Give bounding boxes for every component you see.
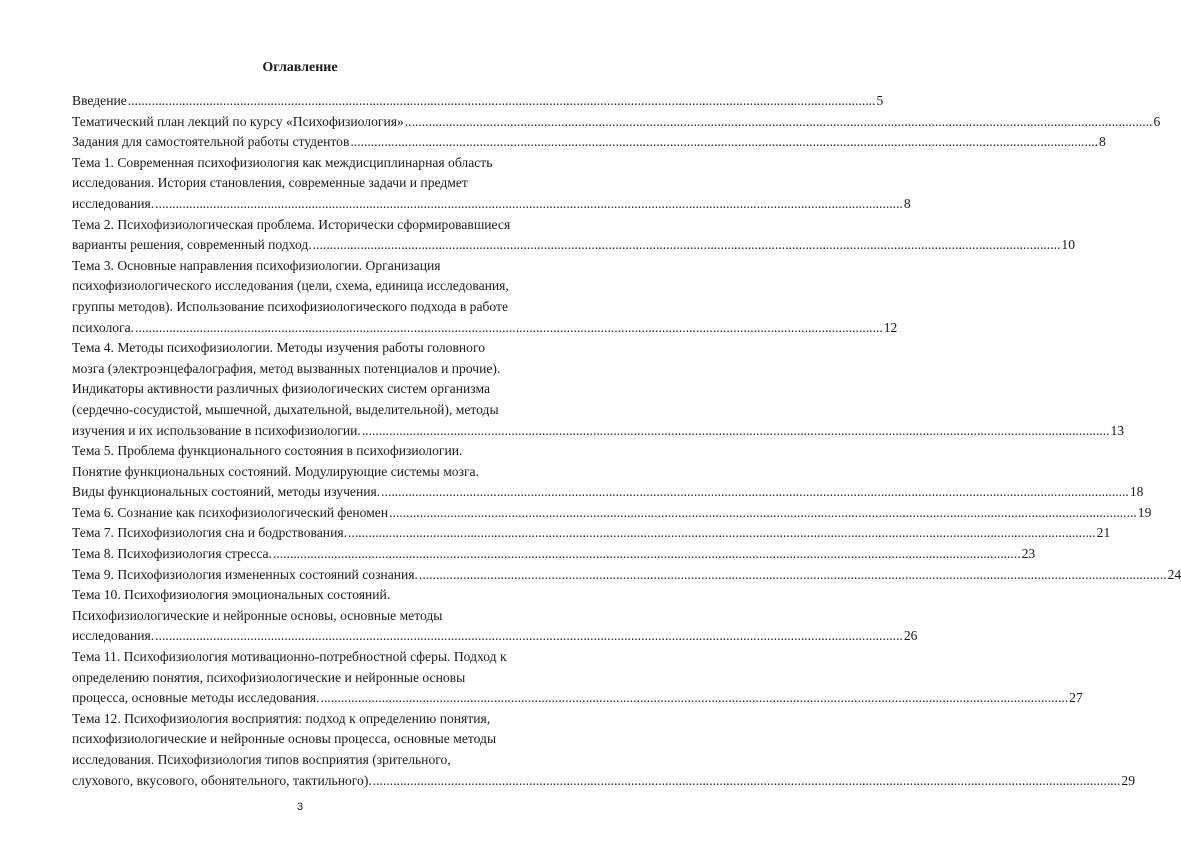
toc-entry-text-line: (сердечно-сосудистой, мышечной, дыхательной, выделительной), методы	[72, 401, 499, 417]
toc-dot-leader: ............................................................................................................................................................................................................................	[135, 319, 883, 335]
toc-page-number: 8	[903, 195, 911, 211]
toc-entry-text-line: определению понятия, психофизиологические и нейронные основы	[72, 669, 466, 685]
toc-entry-last-line	[72, 544, 1036, 565]
toc-page-number: 23	[1021, 546, 1036, 562]
toc-entry-text: процесса, основные методы исследования.	[72, 690, 320, 706]
toc-page-number: 29	[1121, 772, 1135, 788]
toc-entry[interactable]	[72, 709, 1135, 791]
toc-entry-text: Тема 6. Сознание как психофизиологический феномен	[72, 504, 389, 520]
toc-page-number: 6	[1153, 113, 1161, 129]
toc-entry[interactable]	[72, 153, 911, 215]
toc-dot-leader: ............................................................................................................................................................................................................................	[155, 628, 903, 644]
toc-entry-text-line: мозга (электроэнцефалография, метод вызванных потенциалов и прочие).	[72, 360, 501, 376]
table-of-contents	[72, 91, 1181, 791]
toc-entry-text: психолога.	[72, 319, 135, 335]
toc-entry-last-line	[72, 503, 1152, 524]
toc-entry-text-line: психофизиологические и нейронные основы процесса, основные методы	[72, 731, 497, 747]
page-number: 3	[296, 801, 304, 813]
toc-entry[interactable]	[72, 647, 1083, 709]
toc-entry[interactable]	[72, 256, 898, 338]
toc-entry-text-line: Тема 11. Психофизиология мотивационно-потребностной сферы. Подход к	[72, 649, 507, 665]
toc-entry-text-line: исследования. История становления, современные задачи и предмет	[72, 175, 468, 191]
toc-entry-text-line: Тема 1. Современная психофизиология как междисциплинарная область	[72, 154, 493, 170]
toc-page-number: 24	[1167, 566, 1181, 582]
toc-dot-leader: ............................................................................................................................................................................................................................	[312, 237, 1061, 253]
toc-entry-last-line	[72, 565, 1181, 586]
toc-entry-last-line	[72, 523, 1111, 544]
toc-entry-text: Введение	[72, 93, 127, 108]
toc-entry-last-line	[72, 235, 1075, 256]
toc-entry-text: варианты решения, современный подход.	[72, 237, 312, 253]
toc-dot-leader: ............................................................................................................................................................................................................................	[155, 195, 903, 211]
toc-entry-last-line	[72, 194, 911, 215]
toc-entry-text-line: Индикаторы активности различных физиологических систем организма	[72, 381, 490, 397]
toc-entry[interactable]	[72, 544, 1036, 565]
toc-dot-leader: ............................................................................................................................................................................................................................	[350, 134, 1099, 150]
toc-page-number: 13	[1110, 422, 1125, 438]
toc-entry-text: слухового, вкусового, обонятельного, тактильного).	[72, 772, 372, 788]
toc-entry-text: Тема 7. Психофизиология сна и бодрствования.	[72, 525, 348, 541]
toc-entry[interactable]	[72, 523, 1111, 544]
toc-entry-last-line	[72, 91, 884, 112]
toc-entry-text-line: Понятие функциональных состояний. Модулирующие системы мозга.	[72, 463, 479, 479]
toc-entry-last-line	[72, 626, 918, 647]
toc-entry-last-line	[72, 688, 1083, 709]
toc-entry[interactable]	[72, 132, 1106, 153]
toc-entry-text: исследования.	[72, 195, 155, 211]
toc-entry[interactable]	[72, 338, 1125, 441]
toc-entry-text-line: Тема 12. Психофизиология восприятия: подход к определению понятия,	[72, 710, 491, 726]
toc-entry-text: Тематический план лекций по курсу «Психофизиология»	[72, 113, 404, 129]
toc-entry-text-line: группы методов). Использование психофизиологического подхода в работе	[72, 298, 509, 314]
toc-entry-text-line: Психофизиологические и нейронные основы, основные методы	[72, 607, 443, 623]
toc-entry-text: исследования.	[72, 628, 155, 644]
toc-entry-text-line: исследования. Психофизиология типов восприятия (зрительного,	[72, 752, 451, 767]
toc-dot-leader: ............................................................................................................................................................................................................................	[348, 525, 1096, 541]
toc-page-number: 8	[1099, 134, 1106, 150]
toc-entry[interactable]	[72, 112, 1161, 133]
toc-entry[interactable]	[72, 441, 1144, 503]
toc-entry[interactable]	[72, 585, 918, 647]
toc-entry[interactable]	[72, 215, 1075, 256]
toc-page-number: 26	[903, 628, 918, 644]
toc-entry-text: изучения и их использование в психофизиологии.	[72, 422, 361, 438]
toc-dot-leader: ............................................................................................................................................................................................................................	[272, 546, 1021, 562]
toc-entry-last-line	[72, 421, 1125, 442]
toc-dot-leader: ............................................................................................................................................................................................................................	[127, 93, 876, 108]
toc-page-number: 27	[1069, 690, 1083, 706]
toc-entry[interactable]	[72, 91, 884, 112]
toc-page-number: 19	[1137, 504, 1152, 520]
toc-dot-leader: ............................................................................................................................................................................................................................	[361, 422, 1110, 438]
toc-dot-leader: ............................................................................................................................................................................................................................	[372, 772, 1121, 788]
toc-entry-last-line	[72, 112, 1161, 133]
toc-page-number: 12	[883, 319, 898, 335]
toc-entry-text-line: Тема 2. Психофизиологическая проблема. Исторически сформировавшиеся	[72, 216, 511, 232]
toc-dot-leader: ............................................................................................................................................................................................................................	[320, 690, 1069, 706]
toc-entry-text: Тема 9. Психофизиология измененных состояний сознания.	[72, 566, 418, 582]
toc-entry-text-line: Тема 4. Методы психофизиологии. Методы изучения работы головного	[72, 340, 485, 356]
toc-page-number: 18	[1129, 484, 1144, 500]
toc-entry[interactable]	[72, 503, 1152, 524]
toc-dot-leader: ............................................................................................................................................................................................................................	[404, 113, 1153, 129]
toc-entry-text: Виды функциональных состояний, методы изучения.	[72, 484, 381, 500]
toc-entry-text-line: Тема 5. Проблема функционального состояния в психофизиологии.	[72, 443, 463, 459]
toc-entry-last-line	[72, 318, 898, 339]
toc-dot-leader: ............................................................................................................................................................................................................................	[381, 484, 1129, 500]
toc-dot-leader: ............................................................................................................................................................................................................................	[418, 566, 1167, 582]
toc-entry-last-line	[72, 132, 1106, 153]
toc-entry[interactable]	[72, 565, 1181, 586]
toc-entry-text-line: Тема 3. Основные направления психофизиологии. Организация	[72, 257, 441, 273]
toc-page-number: 21	[1096, 525, 1111, 541]
toc-title: Оглавление	[262, 60, 338, 75]
toc-page-number: 10	[1061, 237, 1075, 253]
toc-entry-text: Тема 8. Психофизиология стресса.	[72, 546, 272, 562]
toc-entry-last-line	[72, 771, 1135, 792]
toc-entry-text: Задания для самостоятельной работы студентов	[72, 134, 350, 150]
toc-page-number: 5	[876, 93, 884, 108]
toc-entry-text-line: психофизиологического исследования (цели, схема, единица исследования,	[72, 278, 509, 294]
toc-entry-text-line: Тема 10. Психофизиология эмоциональных состояний.	[72, 587, 391, 603]
toc-dot-leader: ............................................................................................................................................................................................................................	[389, 504, 1137, 520]
toc-entry-last-line	[72, 482, 1144, 503]
